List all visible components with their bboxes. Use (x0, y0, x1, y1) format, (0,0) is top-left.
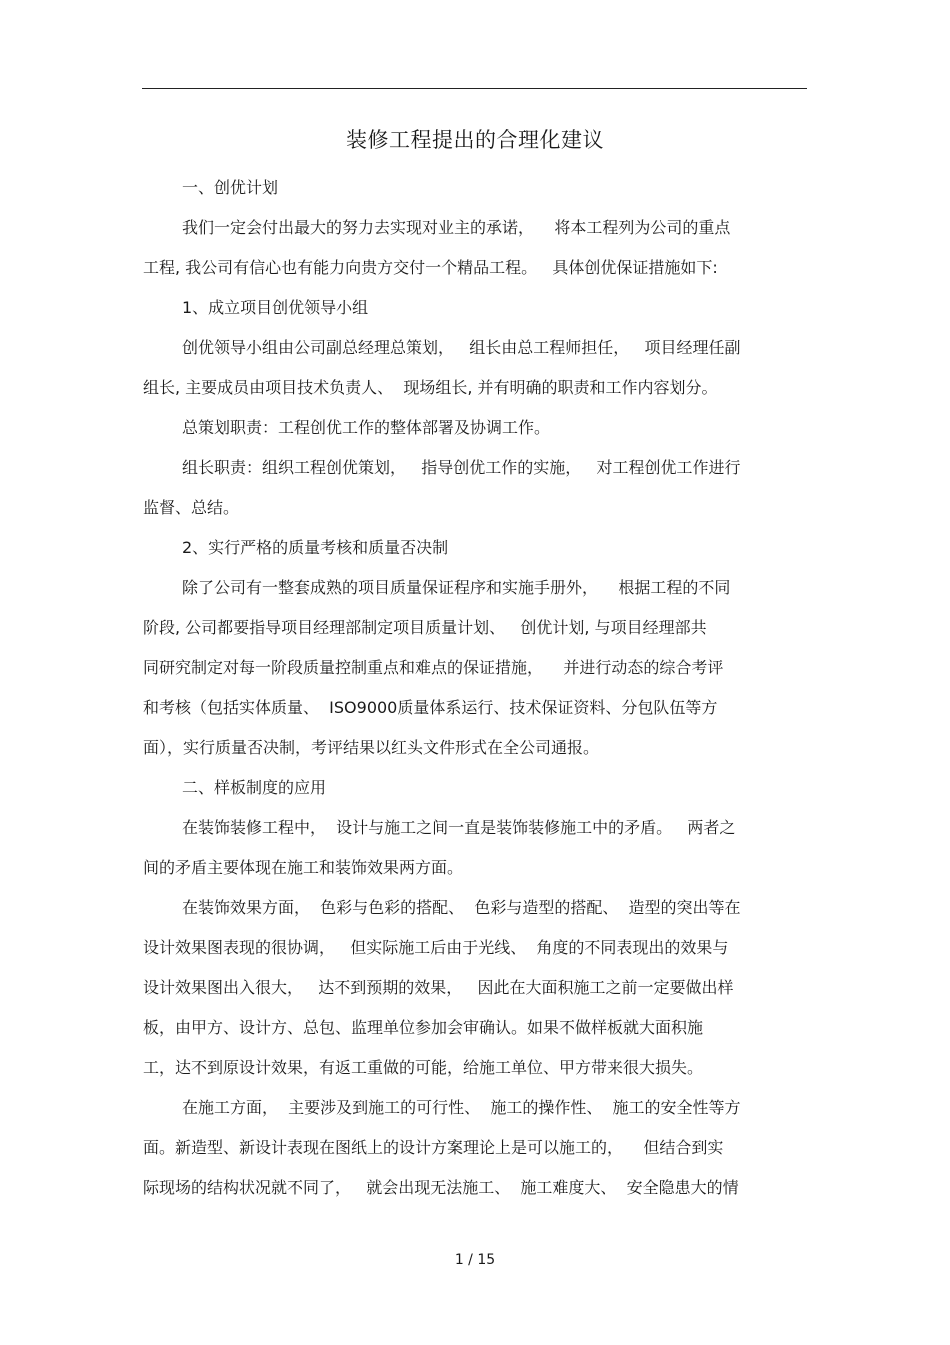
text-line: 我们一定会付出最大的努力去实现对业主的承诺， 将本工程列为公司的重点 (182, 218, 731, 237)
text-line: 2、实行严格的质量考核和质量否决制 (182, 538, 449, 557)
text-line: 工程, 我公司有信心也有能力向贵方交付一个精品工程。 具体创优保证措施如下: (143, 258, 718, 277)
text-line: 组长职责：组织工程创优策划， 指导创优工作的实施， 对工程创优工作进行 (182, 458, 741, 477)
document-title: 装修工程提出的合理化建议 (346, 128, 604, 152)
text-line: 在施工方面， 主要涉及到施工的可行性、 施工的操作性、 施工的安全性等方 (182, 1098, 741, 1117)
text-line: 设计效果图出入很大， 达不到预期的效果， 因此在大面积施工之前一定要做出样 (143, 978, 734, 997)
text-line: 面。新造型、新设计表现在图纸上的设计方案理论上是可以施工的， 但结合到实 (143, 1138, 724, 1157)
text-line: 同研究制定对每一阶段质量控制重点和难点的保证措施， 并进行动态的综合考评 (143, 658, 724, 677)
text-line: 间的矛盾主要体现在施工和装饰效果两方面。 (143, 858, 464, 877)
text-line: 总策划职责：工程创优工作的整体部署及协调工作。 (182, 418, 551, 437)
text-line: 一、创优计划 (182, 178, 279, 197)
text-line: 和考核（包括实体质量、 ISO9000质量体系运行、技术保证资料、分包队伍等方 (143, 698, 718, 717)
text-line: 际现场的结构状况就不同了， 就会出现无法施工、 施工难度大、 安全隐患大的情 (143, 1178, 739, 1197)
text-line: 设计效果图表现的很协调， 但实际施工后由于光线、 角度的不同表现出的效果与 (143, 938, 729, 957)
text-line: 1、成立项目创优领导小组 (182, 298, 369, 317)
text-line: 板，由甲方、设计方、总包、监理单位参加会审确认。如果不做样板就大面积施 (143, 1018, 704, 1037)
text-line: 工，达不到原设计效果，有返工重做的可能，给施工单位、甲方带来很大损失。 (143, 1058, 704, 1077)
page-number: 1 / 15 (454, 1252, 496, 1268)
text-line: 阶段, 公司都要指导项目经理部制定项目质量计划、 创优计划, 与项目经理部共 (143, 618, 707, 637)
text-line: 在装饰效果方面， 色彩与色彩的搭配、 色彩与造型的搭配、 造型的突出等在 (182, 898, 741, 917)
text-line: 创优领导小组由公司副总经理总策划， 组长由总工程师担任， 项目经理任副 (182, 338, 741, 357)
header-rule (142, 88, 807, 89)
text-line: 监督、总结。 (143, 498, 240, 517)
text-line: 组长, 主要成员由项目技术负责人、 现场组长, 并有明确的职责和工作内容划分。 (143, 378, 718, 397)
text-line: 除了公司有一整套成熟的项目质量保证程序和实施手册外， 根据工程的不同 (182, 578, 731, 597)
text-line: 面），实行质量否决制，考评结果以红头文件形式在全公司通报。 (143, 738, 600, 757)
text-line: 在装饰装修工程中， 设计与施工之间一直是装饰装修施工中的矛盾。 两者之 (182, 818, 736, 837)
text-line: 二、样板制度的应用 (182, 778, 327, 797)
document-body (143, 168, 808, 1208)
